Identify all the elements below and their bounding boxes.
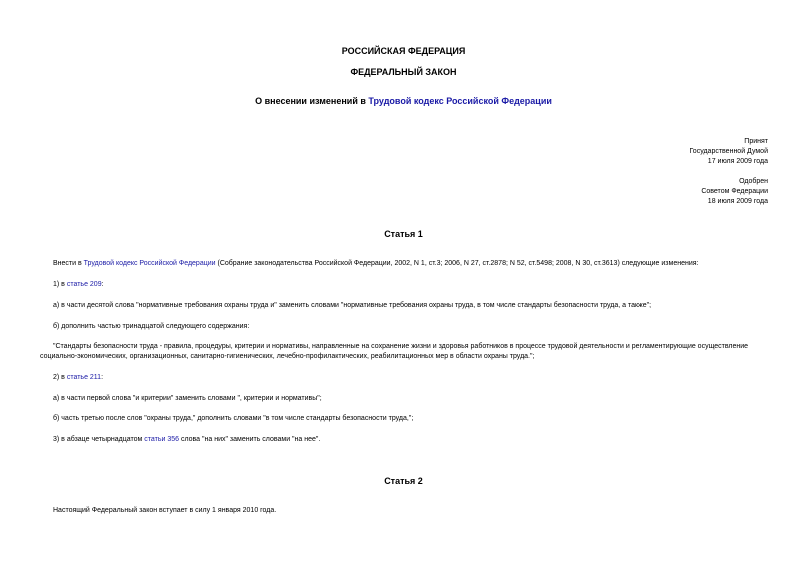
item-1b: б) дополнить частью тринадцатой следующего содержания: (53, 323, 250, 330)
article-2-text: Настоящий Федеральный закон вступает в силу 1 января 2010 года. (53, 507, 277, 514)
header-law-type: ФЕДЕРАЛЬНЫЙ ЗАКОН (350, 67, 457, 77)
item-2b: б) часть третью после слов "охраны труда," дополнить словами "в том числе стандарты безопасности труда,"; (53, 415, 414, 422)
item-2 (53, 373, 103, 382)
item-2a: а) в части первой слова "и критерии" заменить словами ", критерии и нормативы"; (53, 395, 322, 402)
approved-by: Советом Федерации (701, 188, 768, 195)
item-3-suffix: слова "на них" заменить словами "на нее". (179, 436, 321, 443)
header-country: РОССИЙСКАЯ ФЕДЕРАЦИЯ (341, 46, 466, 56)
item-1-suffix: : (101, 281, 104, 288)
approved-date: 18 июля 2009 года (707, 198, 768, 205)
labor-code-link-title[interactable]: Трудовой кодекс Российской Федерации (368, 96, 552, 106)
item-2-prefix: 2) в (53, 374, 67, 381)
item-1a: а) в части десятой слова "нормативные требования охраны труда и" заменить словами "нормативные требования охраны труда, в том числе стандарты безопасности труда, а также"; (53, 302, 652, 309)
article-1-heading: Статья 1 (384, 229, 423, 239)
item-1 (53, 280, 104, 289)
article-1-intro (53, 259, 698, 268)
approved-label: Одобрен (739, 178, 768, 185)
law-title (0, 96, 807, 106)
item-2-suffix: : (101, 374, 104, 381)
article-209-link[interactable]: статье 209 (66, 281, 102, 288)
article-2-heading: Статья 2 (384, 476, 423, 486)
item-1b-quote-line-2: социально-экономических, организационных, санитарно-гигиенических, лечебно-профилактических, реабилитационных мер в области охраны труда."; (40, 353, 535, 360)
adopted-block (689, 137, 768, 167)
adopted-label: Принят (744, 138, 768, 145)
item-3 (53, 435, 320, 444)
intro-prefix: Внести в (53, 260, 84, 267)
labor-code-link-intro[interactable]: Трудовой кодекс Российской Федерации (83, 260, 216, 267)
approved-block (701, 177, 768, 207)
article-211-link[interactable]: статье 211 (66, 374, 102, 381)
article-356-link[interactable]: статьи 356 (144, 436, 180, 443)
item-1-prefix: 1) в (53, 281, 67, 288)
law-title-prefix: О внесении изменений в (255, 96, 369, 106)
adopted-date: 17 июля 2009 года (707, 158, 768, 165)
item-1b-quote-line-1: "Стандарты безопасности труда - правила, процедуры, критерии и нормативы, направленные на сохранение жизни и здоровья работников в процессе трудовой деятельности и регламентирующие осуществление (53, 343, 749, 350)
adopted-by: Государственной Думой (689, 148, 768, 155)
intro-suffix: (Собрание законодательства Российской Федерации, 2002, N 1, ст.3; 2006, N 27, ст.2878; N 52, ст.5498; 2008, N 30, ст.3613) следующие изменения: (215, 260, 699, 267)
item-3-prefix: 3) в абзаце четырнадцатом (53, 436, 145, 443)
